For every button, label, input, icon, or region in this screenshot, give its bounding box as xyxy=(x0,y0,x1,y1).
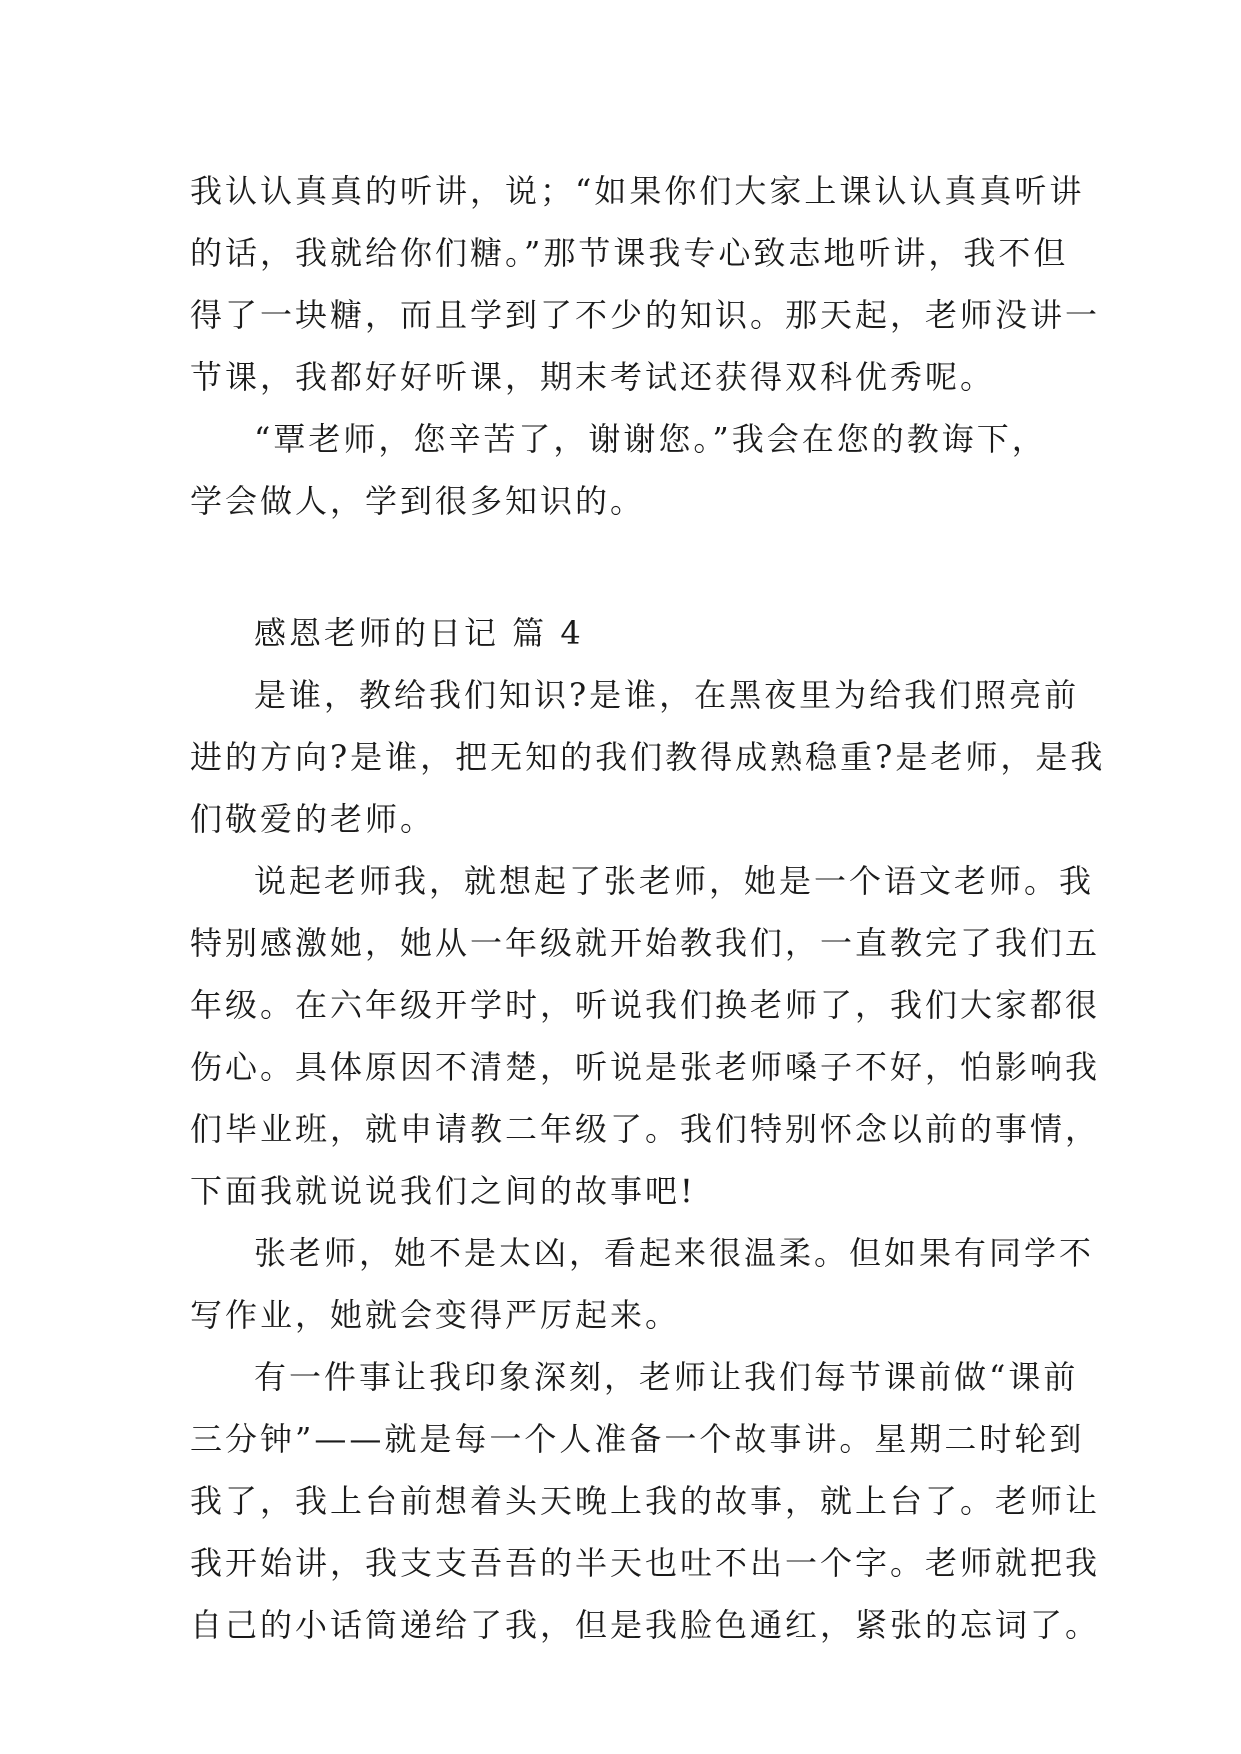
document-body xyxy=(190,160,1106,1656)
text-line: 们敬爱的老师。 xyxy=(190,800,436,838)
text-line: 我认认真真的听讲，说；“如果你们大家上课认认真真听讲 xyxy=(190,172,1085,210)
text-line: 年级。在六年级开学时，听说我们换老师了，我们大家都很 xyxy=(190,986,1101,1024)
paragraph-4-3 xyxy=(190,1222,1095,1346)
text-line: “覃老师，您辛苦了，谢谢您。”我会在您的教诲下， xyxy=(254,420,1047,458)
paragraph-prev-2 xyxy=(190,408,1070,532)
paragraph-4-1 xyxy=(190,664,1106,850)
section-gap xyxy=(190,532,1070,602)
text-line: 张老师，她不是太凶，看起来很温柔。但如果有同学不 xyxy=(254,1234,1095,1272)
text-line: 下面我就说说我们之间的故事吧! xyxy=(190,1172,696,1210)
text-line: 进的方向?是谁，把无知的我们教得成熟稳重?是老师，是我 xyxy=(190,738,1106,776)
text-line: 节课，我都好好听课，期末考试还获得双科优秀呢。 xyxy=(190,358,996,396)
section-heading: 感恩老师的日记 篇 4 xyxy=(254,614,584,652)
text-line: 有一件事让我印象深刻，老师让我们每节课前做“课前 xyxy=(254,1358,1079,1396)
text-line: 写作业，她就会变得严厉起来。 xyxy=(190,1296,681,1334)
text-line: 特别感激她，她从一年级就开始教我们，一直教完了我们五 xyxy=(190,924,1101,962)
text-line: 伤心。具体原因不清楚，听说是张老师嗓子不好，怕影响我 xyxy=(190,1048,1101,1086)
text-line: 是谁，教给我们知识?是谁，在黑夜里为给我们照亮前 xyxy=(254,676,1080,714)
text-line: 我开始讲，我支支吾吾的半天也吐不出一个字。老师就把我 xyxy=(190,1544,1101,1582)
text-line: 的话，我就给你们糖。”那节课我专心致志地听讲，我不但 xyxy=(190,234,1069,272)
text-line: 说起老师我，就想起了张老师，她是一个语文老师。我 xyxy=(254,862,1095,900)
text-line: 自己的小话筒递给了我，但是我脸色通红，紧张的忘词了。 xyxy=(190,1606,1101,1644)
text-line: 学会做人，学到很多知识的。 xyxy=(190,482,646,520)
paragraph-4-4 xyxy=(190,1346,1101,1656)
text-line: 们毕业班，就申请教二年级了。我们特别怀念以前的事情， xyxy=(190,1110,1101,1148)
text-line: 得了一块糖，而且学到了不少的知识。那天起，老师没讲一 xyxy=(190,296,1101,334)
text-line: 我了，我上台前想着头天晚上我的故事，就上台了。老师让 xyxy=(190,1482,1101,1520)
paragraph-4-2 xyxy=(190,850,1101,1222)
text-line: 三分钟”——就是每一个人准备一个故事讲。星期二时轮到 xyxy=(190,1420,1085,1458)
paragraph-prev-1 xyxy=(190,160,1101,408)
